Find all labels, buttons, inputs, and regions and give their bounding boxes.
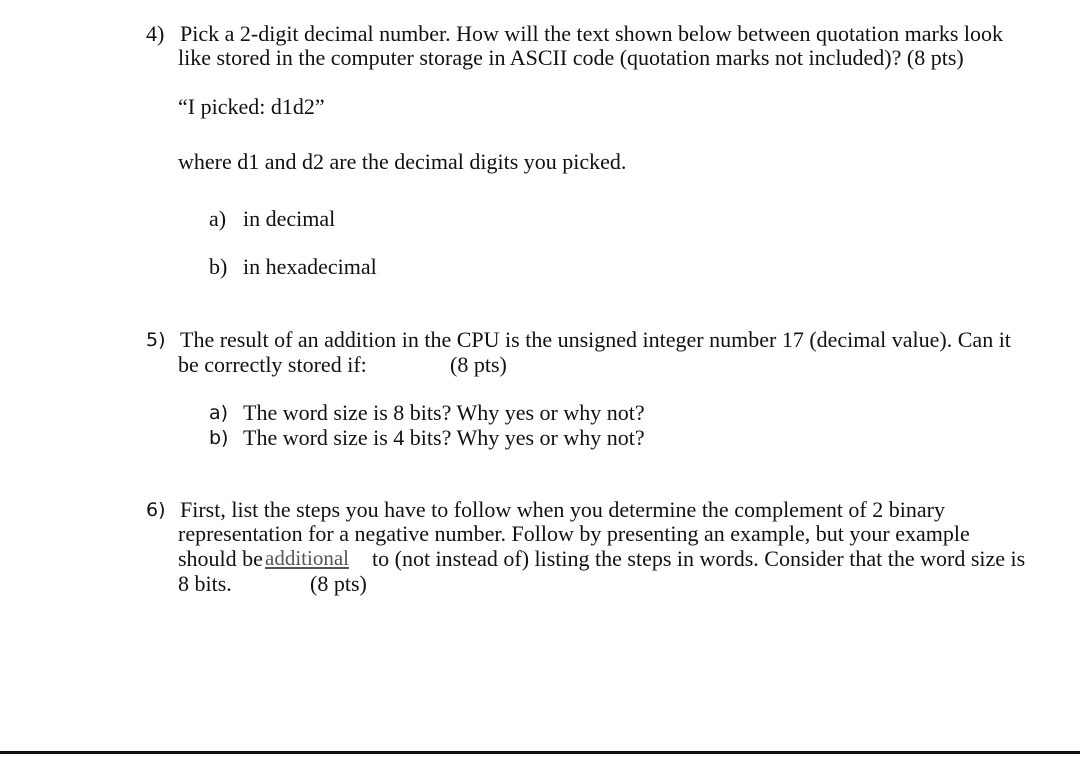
question-5-item-b-text: The word size is 4 bits? Why yes or why not? [243, 425, 645, 450]
question-6-line-4: 8 bits. [178, 571, 232, 596]
question-4-where: where d1 and d2 are the decimal digits you picked. [178, 149, 627, 174]
question-6-underlined-word: additional [265, 546, 349, 570]
bottom-rule [0, 751, 1080, 754]
question-4-item-a-label: a) [209, 206, 227, 231]
question-5-item-b-label: b) [209, 427, 229, 449]
question-5-points: (8 pts) [450, 352, 507, 377]
question-4-number: 4) [146, 21, 165, 46]
question-6-number: 6) [146, 499, 166, 521]
question-5-item-a-text: The word size is 8 bits? Why yes or why not? [243, 400, 645, 425]
question-4-line-2: like stored in the computer storage in ASCII code (quotation marks not included)? (8 pts) [178, 45, 964, 70]
question-5-item-a-label: a) [209, 402, 229, 424]
question-5-line-2: be correctly stored if: [178, 352, 367, 377]
question-6-line-2: representation for a negative number. Follow by presenting an example, but your example [178, 521, 970, 546]
question-4-quote: “I picked: d1d2” [178, 94, 325, 119]
question-4-item-b-text: in hexadecimal [243, 254, 377, 279]
question-6-line-3-end: to (not instead of) listing the steps in words. Consider that the word size is [372, 546, 1026, 571]
question-6-points: (8 pts) [310, 571, 367, 596]
question-4-item-b-label: b) [209, 254, 228, 279]
question-6-line-1: First, list the steps you have to follow when you determine the complement of 2 binary [180, 497, 945, 522]
question-5-number: 5) [146, 329, 166, 351]
question-4-line-1: Pick a 2-digit decimal number. How will the text shown below between quotation marks look [180, 21, 1004, 46]
question-6-line-3-start: should be [178, 546, 263, 571]
question-5-line-1: The result of an addition in the CPU is the unsigned integer number 17 (decimal value). Can it [180, 327, 1011, 352]
question-4-item-a-text: in decimal [243, 206, 336, 231]
